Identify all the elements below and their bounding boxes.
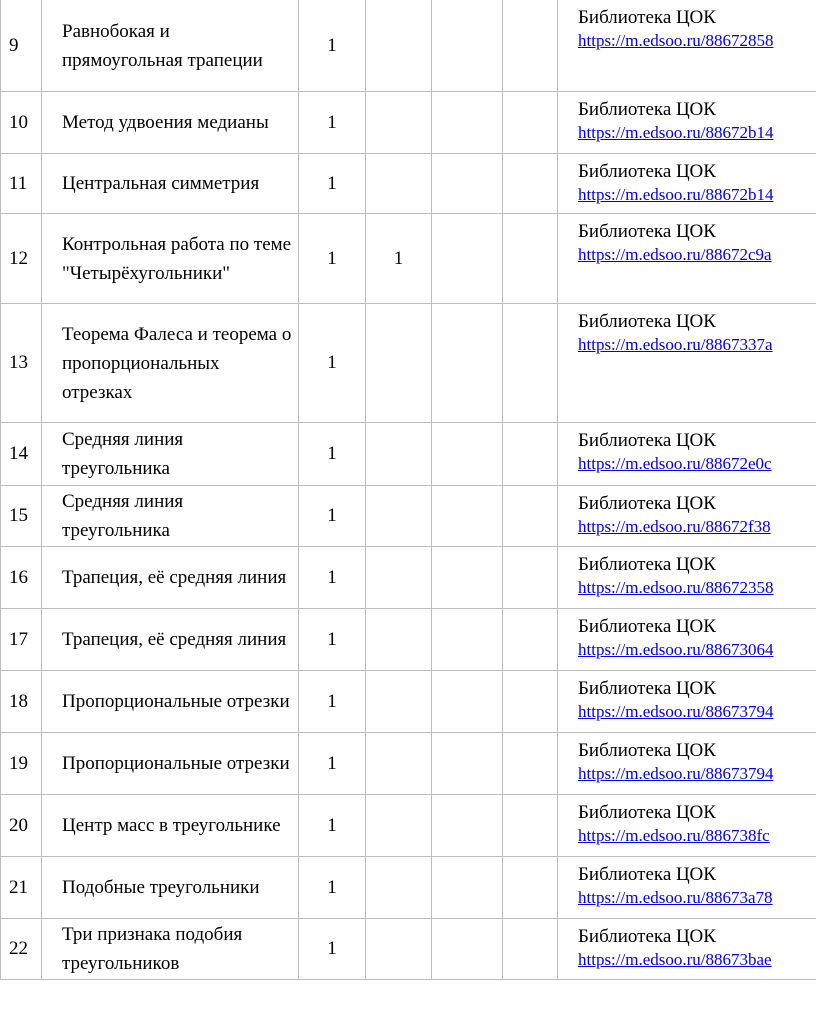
resource-link[interactable]: https://m.edsoo.ru/88672e0c [578,454,772,473]
lesson-hours-cell: 1 [299,547,366,609]
lesson-topic-cell: Равнобокая и прямоугольная трапеции [42,0,299,92]
control-work-cell [366,609,432,671]
date-cell [503,857,558,919]
control-work-cell: 1 [366,214,432,304]
resource-label: Библиотека ЦОК [578,616,716,637]
resource-link[interactable]: https://m.edsoo.ru/88673794 [578,702,774,721]
control-work-cell [366,671,432,733]
lesson-topic-cell: Центр масс в треугольнике [42,795,299,857]
date-cell [503,919,558,980]
table-row [1,486,816,547]
lesson-number-cell: 13 [1,304,42,423]
resource-label: Библиотека ЦОК [578,678,716,699]
control-work-cell [366,733,432,795]
lesson-hours-cell: 1 [299,154,366,214]
resource-label: Библиотека ЦОК [578,221,716,242]
control-work-cell [366,919,432,980]
resource-link[interactable]: https://m.edsoo.ru/88673064 [578,640,774,659]
table-row [1,0,816,92]
lesson-topic-cell: Центральная симметрия [42,154,299,214]
table-row [1,671,816,733]
lesson-hours-cell: 1 [299,304,366,423]
lesson-number-cell: 18 [1,671,42,733]
practical-work-cell [432,154,503,214]
table-row [1,795,816,857]
lesson-number-cell: 22 [1,919,42,980]
lesson-topic-cell: Трапеция, её средняя линия [42,547,299,609]
lesson-number-cell: 11 [1,154,42,214]
resource-link[interactable]: https://m.edsoo.ru/886738fc [578,826,770,845]
lesson-hours-cell: 1 [299,795,366,857]
lesson-topic-cell: Контрольная работа по теме "Четырёхугольники" [42,214,299,304]
control-work-cell [366,92,432,154]
date-cell [503,304,558,423]
lesson-topic-cell: Подобные треугольники [42,857,299,919]
control-work-cell [366,486,432,547]
resource-label: Библиотека ЦОК [578,311,716,332]
practical-work-cell [432,423,503,486]
table-row [1,423,816,486]
resource-cell [558,304,816,423]
resource-cell [558,214,816,304]
lesson-hours-cell: 1 [299,423,366,486]
date-cell [503,0,558,92]
resource-link[interactable]: https://m.edsoo.ru/88672b14 [578,185,774,204]
lesson-hours-cell: 1 [299,733,366,795]
resource-label: Библиотека ЦОК [578,493,716,514]
control-work-cell [366,0,432,92]
lesson-topic-cell: Средняя линия треугольника [42,486,299,547]
lesson-number-cell: 9 [1,0,42,92]
resource-label: Библиотека ЦОК [578,7,716,28]
resource-label: Библиотека ЦОК [578,740,716,761]
date-cell [503,609,558,671]
practical-work-cell [432,92,503,154]
resource-cell [558,154,816,214]
lesson-hours-cell: 1 [299,609,366,671]
date-cell [503,92,558,154]
table-row [1,547,816,609]
control-work-cell [366,304,432,423]
date-cell [503,795,558,857]
resource-cell [558,795,816,857]
resource-cell [558,92,816,154]
lesson-topic-cell: Пропорциональные отрезки [42,671,299,733]
date-cell [503,423,558,486]
date-cell [503,547,558,609]
date-cell [503,214,558,304]
lesson-hours-cell: 1 [299,857,366,919]
lesson-hours-cell: 1 [299,92,366,154]
resource-cell [558,547,816,609]
practical-work-cell [432,0,503,92]
resource-label: Библиотека ЦОК [578,99,716,120]
resource-label: Библиотека ЦОК [578,430,716,451]
date-cell [503,671,558,733]
resource-label: Библиотека ЦОК [578,802,716,823]
practical-work-cell [432,919,503,980]
lesson-topic-cell: Средняя линия треугольника [42,423,299,486]
resource-cell [558,733,816,795]
lesson-hours-cell: 1 [299,0,366,92]
date-cell [503,733,558,795]
practical-work-cell [432,214,503,304]
resource-cell [558,857,816,919]
lesson-number-cell: 15 [1,486,42,547]
practical-work-cell [432,795,503,857]
resource-link[interactable]: https://m.edsoo.ru/88672858 [578,31,774,50]
resource-cell [558,671,816,733]
practical-work-cell [432,609,503,671]
practical-work-cell [432,486,503,547]
resource-link[interactable]: https://m.edsoo.ru/88673bae [578,950,772,969]
date-cell [503,154,558,214]
resource-label: Библиотека ЦОК [578,926,716,947]
table-row [1,857,816,919]
table-row [1,214,816,304]
lesson-number-cell: 16 [1,547,42,609]
control-work-cell [366,154,432,214]
lesson-number-cell: 19 [1,733,42,795]
date-cell [503,486,558,547]
lesson-topic-cell: Три признака подобия треугольников [42,919,299,980]
resource-cell [558,609,816,671]
control-work-cell [366,547,432,609]
table-row [1,609,816,671]
lesson-hours-cell: 1 [299,486,366,547]
resource-link[interactable]: https://m.edsoo.ru/88672c9a [578,245,772,264]
resource-cell [558,919,816,980]
lesson-number-cell: 20 [1,795,42,857]
lesson-topic-cell: Трапеция, её средняя линия [42,609,299,671]
table-row [1,919,816,980]
resource-label: Библиотека ЦОК [578,554,716,575]
lesson-number-cell: 17 [1,609,42,671]
resource-link[interactable]: https://m.edsoo.ru/88672f38 [578,517,771,536]
practical-work-cell [432,304,503,423]
resource-label: Библиотека ЦОК [578,864,716,885]
resource-cell [558,0,816,92]
resource-cell [558,423,816,486]
practical-work-cell [432,857,503,919]
lesson-topic-cell: Метод удвоения медианы [42,92,299,154]
control-work-cell [366,857,432,919]
table-row [1,92,816,154]
resource-cell [558,486,816,547]
resource-link[interactable]: https://m.edsoo.ru/88672b14 [578,123,774,142]
lesson-hours-cell: 1 [299,919,366,980]
practical-work-cell [432,671,503,733]
resource-link[interactable]: https://m.edsoo.ru/88672358 [578,578,774,597]
table-row [1,733,816,795]
practical-work-cell [432,547,503,609]
lesson-hours-cell: 1 [299,214,366,304]
resource-link[interactable]: https://m.edsoo.ru/88673794 [578,764,774,783]
lesson-topic-cell: Теорема Фалеса и теорема о пропорциональных отрезках [42,304,299,423]
resource-link[interactable]: https://m.edsoo.ru/8867337a [578,335,773,354]
table-row [1,304,816,423]
table-row [1,154,816,214]
control-work-cell [366,795,432,857]
lesson-topic-cell: Пропорциональные отрезки [42,733,299,795]
lesson-number-cell: 14 [1,423,42,486]
lesson-number-cell: 12 [1,214,42,304]
lesson-number-cell: 10 [1,92,42,154]
lesson-hours-cell: 1 [299,671,366,733]
lesson-number-cell: 21 [1,857,42,919]
control-work-cell [366,423,432,486]
resource-label: Библиотека ЦОК [578,161,716,182]
resource-link[interactable]: https://m.edsoo.ru/88673a78 [578,888,773,907]
practical-work-cell [432,733,503,795]
